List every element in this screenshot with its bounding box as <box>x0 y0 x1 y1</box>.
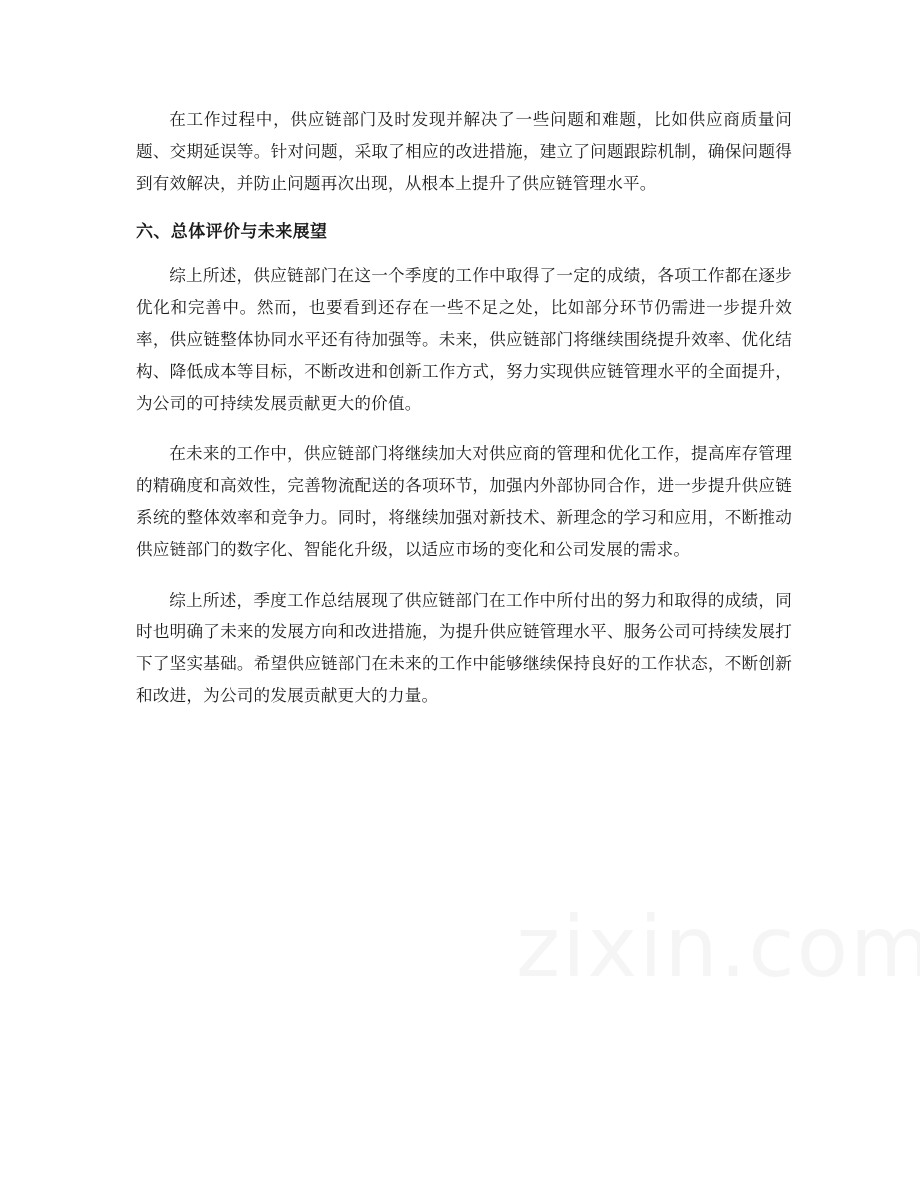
watermark <box>516 905 920 989</box>
paragraph-problem-solving: 在工作过程中，供应链部门及时发现并解决了一些问题和难题，比如供应商质量问题、交期延误等。针对问题，采取了相应的改进措施，建立了问题跟踪机制，确保问题得到有效解决，并防止问题再次出现，从根本上提升了供应链管理水平。 <box>136 110 792 193</box>
paragraph-overall-evaluation: 综上所述，供应链部门在这一个季度的工作中取得了一定的成绩，各项工作都在逐步优化和完善中。然而，也要看到还存在一些不足之处，比如部分环节仍需进一步提升效率，供应链整体协同水平还有待加强等。未来，供应链部门将继续围绕提升效率、优化结构、降低成本等目标，不断改进和创新工作方式，努力实现供应链管理水平的全面提升，为公司的可持续发展贡献更大的价值。 <box>136 266 792 413</box>
section-heading: 六、总体评价与未来展望 <box>136 222 328 243</box>
paragraph-conclusion: 综上所述，季度工作总结展现了供应链部门在工作中所付出的努力和取得的成绩，同时也明确了未来的发展方向和改进措施，为提升供应链管理水平、服务公司可持续发展打下了坚实基础。希望供应链部门在未来的工作中能够继续保持良好的工作状态，不断创新和改进，为公司的发展贡献更大的力量。 <box>136 590 792 705</box>
document-page <box>136 104 792 731</box>
paragraph-future-work: 在未来的工作中，供应链部门将继续加大对供应商的管理和优化工作，提高库存管理的精确度和高效性，完善物流配送的各项环节，加强内外部协同合作，进一步提升供应链系统的整体效率和竞争力。同时，将继续加强对新技术、新理念的学习和应用，不断推动供应链部门的数字化、智能化升级，以适应市场的变化和公司发展的需求。 <box>136 444 792 559</box>
